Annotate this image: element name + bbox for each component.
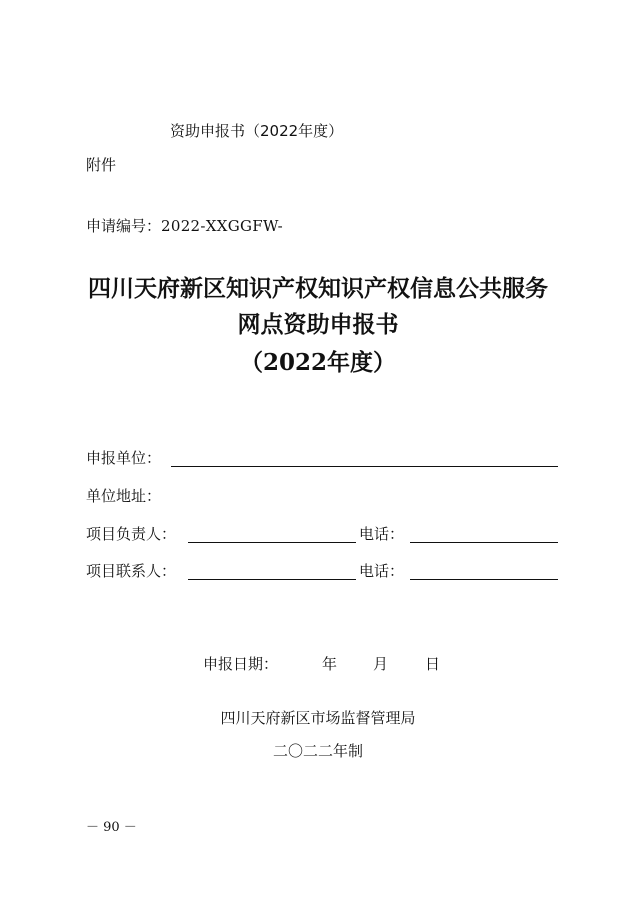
- issuing-organization: 四川天府新区市场监督管理局: [220, 709, 416, 727]
- applicant-unit-field[interactable]: [171, 466, 558, 467]
- project-leader-label: 项目负责人：: [86, 525, 177, 543]
- application-date-label: 申报日期：: [203, 655, 279, 673]
- application-number: [86, 215, 283, 236]
- date-month: 月: [373, 655, 389, 673]
- date-year: 年: [322, 655, 338, 673]
- issue-year: 二〇二二年制: [272, 742, 363, 760]
- contact-phone-field[interactable]: [410, 579, 558, 580]
- page-number: － 90 －: [86, 820, 137, 835]
- contact-phone-label: 电话：: [359, 562, 405, 580]
- document-title-year: （2022年度）: [239, 349, 396, 376]
- document-title-line2: 网点资助申报书: [237, 311, 399, 338]
- applicant-unit-label: 申报单位：: [86, 449, 162, 467]
- unit-address-label: 单位地址：: [86, 487, 162, 505]
- document-title-line1: 四川天府新区知识产权知识产权信息公共服务: [88, 275, 548, 302]
- attachment-label: 附件: [86, 156, 117, 174]
- leader-phone-label: 电话：: [359, 525, 405, 543]
- running-header: 资助申报书（2022年度）: [170, 122, 344, 140]
- leader-phone-field[interactable]: [410, 542, 558, 543]
- application-number-value: 2022-XXGGFW-: [161, 217, 283, 235]
- project-contact-field[interactable]: [188, 579, 356, 580]
- application-number-label: 申请编号：: [86, 217, 162, 235]
- project-contact-label: 项目联系人：: [86, 562, 177, 580]
- project-leader-field[interactable]: [188, 542, 356, 543]
- date-day: 日: [425, 655, 441, 673]
